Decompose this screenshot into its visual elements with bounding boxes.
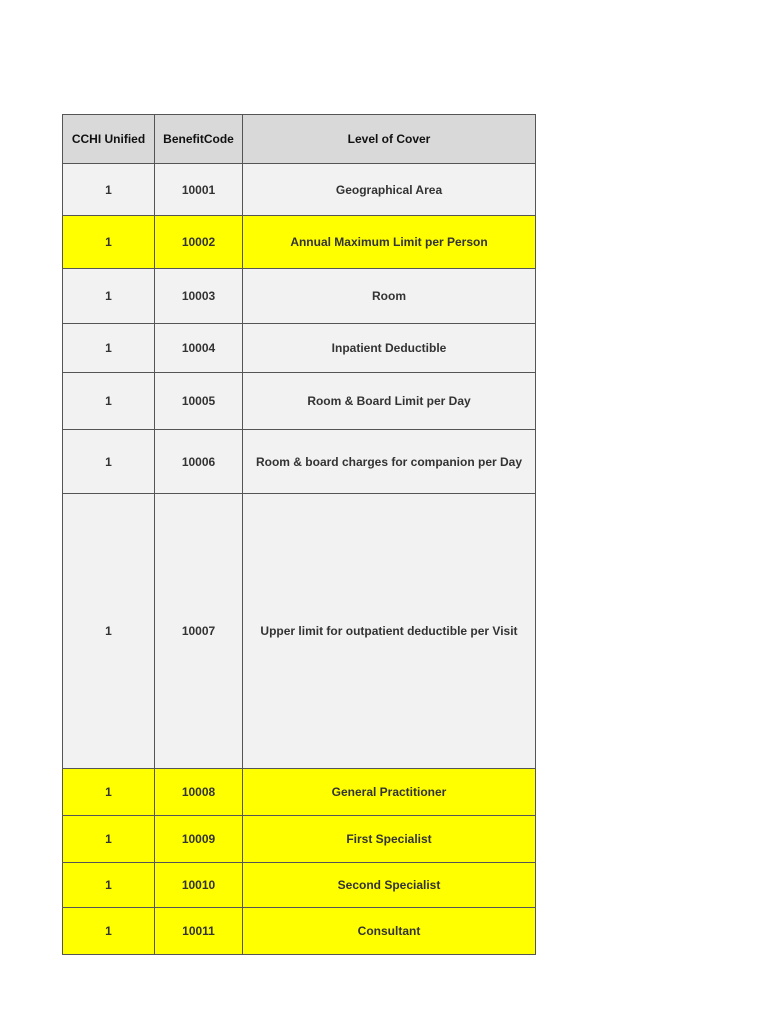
benefit-code-cell: 10003 xyxy=(155,269,243,324)
table-row xyxy=(63,269,536,324)
table-row xyxy=(63,863,536,908)
cchi-unified-cell: 1 xyxy=(63,494,155,769)
header-benefit-code: BenefitCode xyxy=(155,115,243,164)
benefit-code-cell: 10001 xyxy=(155,164,243,216)
cchi-unified-cell: 1 xyxy=(63,164,155,216)
table-row xyxy=(63,816,536,863)
benefit-code-cell: 10008 xyxy=(155,769,243,816)
level-of-cover-cell: Upper limit for outpatient deductible per Visit xyxy=(243,494,536,769)
table-row xyxy=(63,908,536,955)
level-of-cover-cell: Consultant xyxy=(243,908,536,955)
benefit-code-cell: 10007 xyxy=(155,494,243,769)
benefit-code-cell: 10006 xyxy=(155,430,243,494)
benefit-code-cell: 10011 xyxy=(155,908,243,955)
benefit-code-cell: 10005 xyxy=(155,373,243,430)
table-row xyxy=(63,430,536,494)
table-row xyxy=(63,373,536,430)
cchi-unified-cell: 1 xyxy=(63,430,155,494)
table-row xyxy=(63,324,536,373)
cchi-unified-cell: 1 xyxy=(63,908,155,955)
benefit-code-cell: 10009 xyxy=(155,816,243,863)
cchi-unified-cell: 1 xyxy=(63,324,155,373)
header-cchi-unified: CCHI Unified xyxy=(63,115,155,164)
table-row xyxy=(63,494,536,769)
level-of-cover-cell: Inpatient Deductible xyxy=(243,324,536,373)
level-of-cover-cell: Geographical Area xyxy=(243,164,536,216)
benefit-code-cell: 10002 xyxy=(155,216,243,269)
cchi-unified-cell: 1 xyxy=(63,269,155,324)
cchi-unified-cell: 1 xyxy=(63,373,155,430)
table-row xyxy=(63,769,536,816)
level-of-cover-cell: Second Specialist xyxy=(243,863,536,908)
level-of-cover-cell: General Practitioner xyxy=(243,769,536,816)
benefit-code-cell: 10010 xyxy=(155,863,243,908)
table-header-row xyxy=(63,115,536,164)
cchi-unified-cell: 1 xyxy=(63,769,155,816)
cchi-unified-cell: 1 xyxy=(63,863,155,908)
level-of-cover-cell: Annual Maximum Limit per Person xyxy=(243,216,536,269)
level-of-cover-cell: First Specialist xyxy=(243,816,536,863)
table-row xyxy=(63,216,536,269)
table-row xyxy=(63,164,536,216)
header-level-of-cover: Level of Cover xyxy=(243,115,536,164)
level-of-cover-cell: Room & board charges for companion per Day xyxy=(243,430,536,494)
level-of-cover-cell: Room xyxy=(243,269,536,324)
cchi-unified-cell: 1 xyxy=(63,816,155,863)
level-of-cover-cell: Room & Board Limit per Day xyxy=(243,373,536,430)
level-of-cover-table xyxy=(62,114,536,955)
benefit-code-cell: 10004 xyxy=(155,324,243,373)
cchi-unified-cell: 1 xyxy=(63,216,155,269)
